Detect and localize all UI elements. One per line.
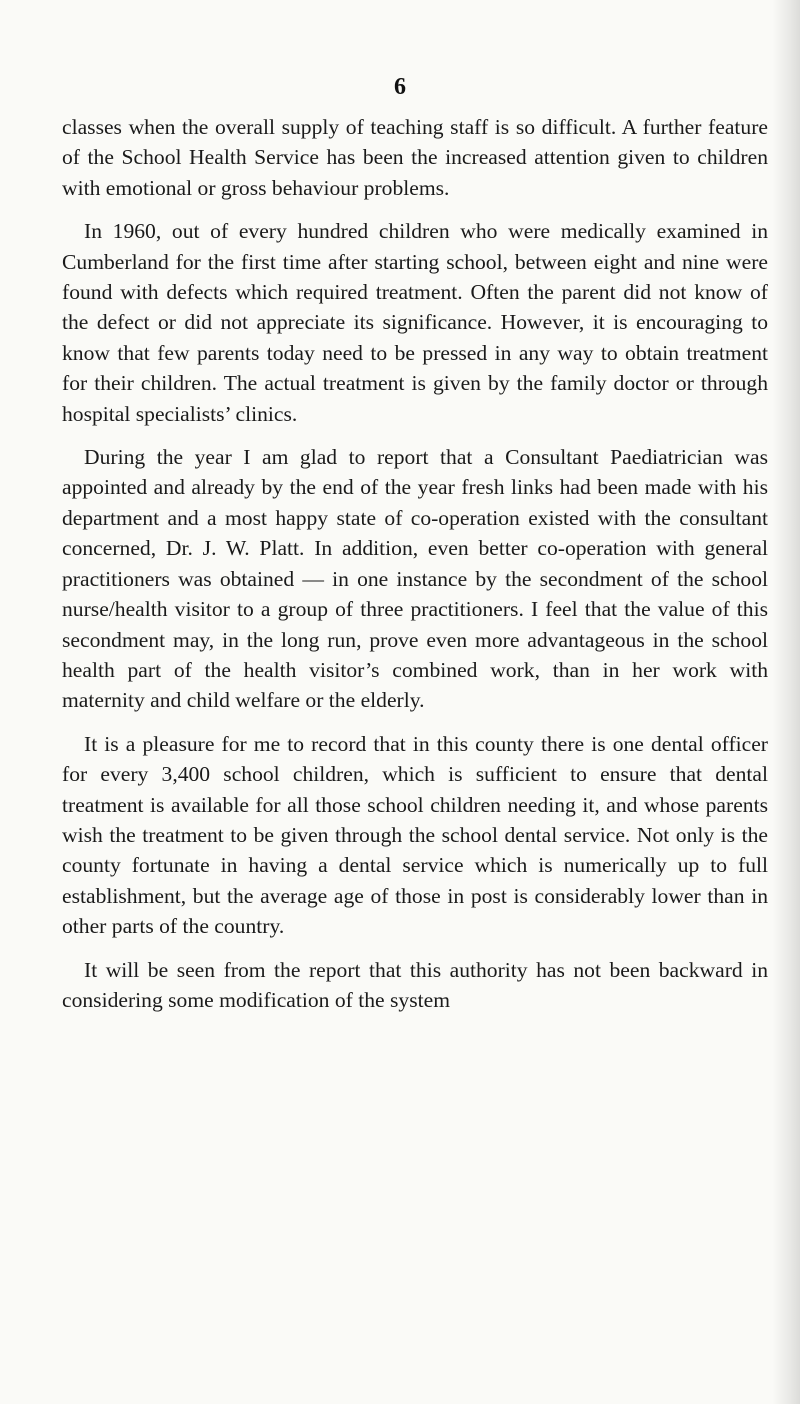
paragraph-continuation: classes when the overall supply of teaching staff is so difficult. A further feature of the School Health Service has been the increased attention given to children with emotional or gross behaviour problems. [62,115,768,200]
paragraph-consultant-paediatrician: During the year I am glad to report that a Consultant Paediatrician was appointed and already by the end of the year fresh links had been made with his department and a most happy state of co-operation existed with the consultant concerned, Dr. J. W. Platt. In addition, even better co-operation with general practitioners was obtained — in one instance by the secondment of the school nurse/health visitor to a group of three practitioners. I feel that the value of this secondment may, in the long run, prove even more advantageous in the school health part of the health visitor’s combined work, than in her work with maternity and child welfare or the elderly. [62,445,768,713]
body-text [62,112,768,1028]
page-number: 6 [394,74,406,100]
paragraph-medical-examinations: In 1960, out of every hundred children who were medically examined in Cumberland for the first time after starting school, between eight and nine were found with defects which required treatment. Often the parent did not know of the defect or did not appreciate its significance. However, it is encouraging to know that few parents today need to be pressed in any way to obtain treatment for their children. The actual treatment is given by the family doctor or through hospital specialists’ clinics. [62,219,768,426]
page-edge-shadow [772,0,800,1404]
paragraph-system-modification: It will be seen from the report that this authority has not been backward in considering some modification of the system [62,957,768,1012]
paragraph-dental-service: It is a pleasure for me to record that in this county there is one dental officer for every 3,400 school children, which is sufficient to ensure that dental treatment is available for all those school children needing it, and whose parents wish the treatment to be given through the school dental service. Not only is the county fortunate in having a dental service which is numerically up to full establishment, but the average age of those in post is considerably lower than in other parts of the country. [62,731,768,939]
